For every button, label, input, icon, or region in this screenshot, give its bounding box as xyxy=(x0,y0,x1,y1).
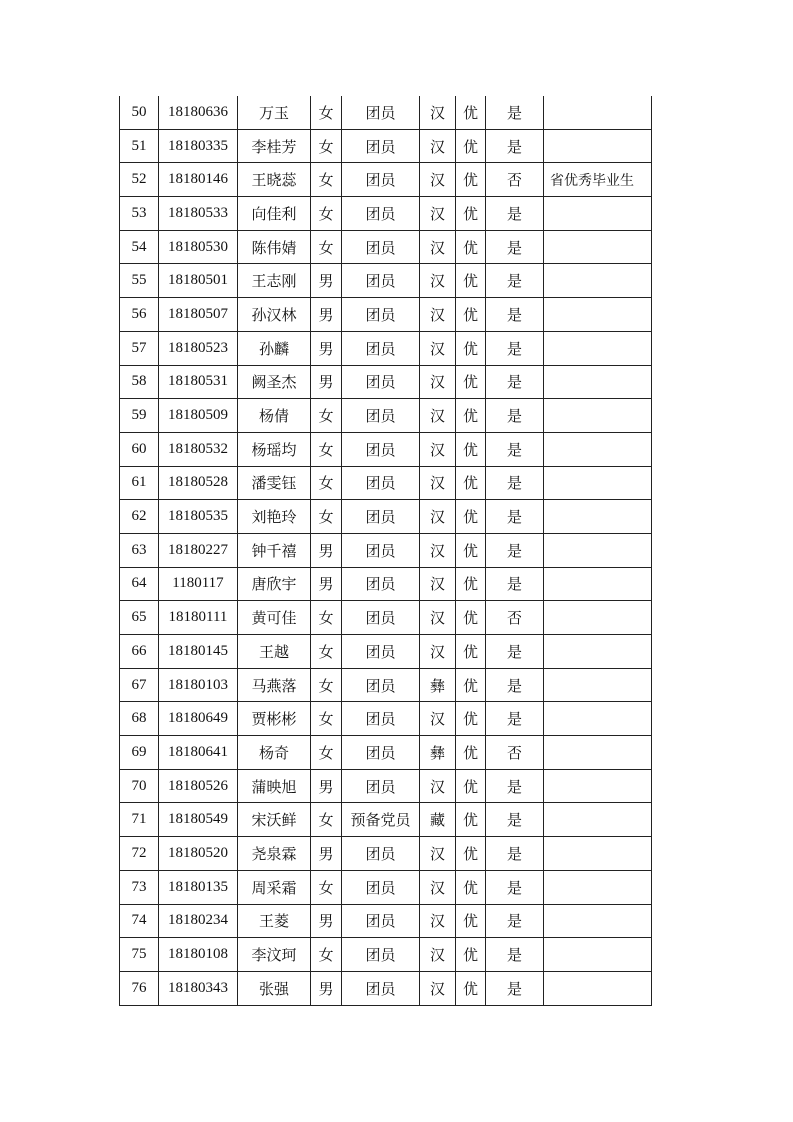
remark-cell xyxy=(544,837,652,871)
row-number-cell: 58 xyxy=(120,365,159,399)
row-number-cell: 63 xyxy=(120,533,159,567)
yes-no-flag-cell: 是 xyxy=(486,432,544,466)
gender-cell: 女 xyxy=(311,635,342,669)
ethnicity-cell: 汉 xyxy=(420,971,456,1005)
ethnicity-cell: 汉 xyxy=(420,769,456,803)
row-number-cell: 61 xyxy=(120,466,159,500)
political-status-cell: 团员 xyxy=(342,163,420,197)
remark-cell xyxy=(544,399,652,433)
table-row xyxy=(120,197,652,231)
row-number-cell: 73 xyxy=(120,870,159,904)
student-id-cell: 18180535 xyxy=(159,500,238,534)
row-number-cell: 56 xyxy=(120,298,159,332)
student-id-cell: 18180501 xyxy=(159,264,238,298)
remark-cell xyxy=(544,971,652,1005)
political-status-cell: 预备党员 xyxy=(342,803,420,837)
political-status-cell: 团员 xyxy=(342,769,420,803)
yes-no-flag-cell: 否 xyxy=(486,736,544,770)
political-status-cell: 团员 xyxy=(342,432,420,466)
student-name-cell: 周采霜 xyxy=(238,870,311,904)
student-name-cell: 阙圣杰 xyxy=(238,365,311,399)
student-id-cell: 18180530 xyxy=(159,230,238,264)
political-status-cell: 团员 xyxy=(342,365,420,399)
grade-rating-cell: 优 xyxy=(456,938,486,972)
political-status-cell: 团员 xyxy=(342,331,420,365)
student-id-cell: 18180549 xyxy=(159,803,238,837)
student-id-cell: 18180507 xyxy=(159,298,238,332)
remark-cell xyxy=(544,331,652,365)
ethnicity-cell: 汉 xyxy=(420,466,456,500)
remark-cell xyxy=(544,197,652,231)
student-id-cell: 18180108 xyxy=(159,938,238,972)
student-name-cell: 贾彬彬 xyxy=(238,702,311,736)
row-number-cell: 54 xyxy=(120,230,159,264)
table-row xyxy=(120,736,652,770)
political-status-cell: 团员 xyxy=(342,971,420,1005)
student-name-cell: 孙麟 xyxy=(238,331,311,365)
gender-cell: 男 xyxy=(311,365,342,399)
remark-cell xyxy=(544,500,652,534)
student-name-cell: 刘艳玲 xyxy=(238,500,311,534)
student-id-cell: 18180509 xyxy=(159,399,238,433)
political-status-cell: 团员 xyxy=(342,264,420,298)
gender-cell: 女 xyxy=(311,736,342,770)
gender-cell: 女 xyxy=(311,601,342,635)
gender-cell: 女 xyxy=(311,500,342,534)
gender-cell: 男 xyxy=(311,331,342,365)
row-number-cell: 64 xyxy=(120,567,159,601)
grade-rating-cell: 优 xyxy=(456,702,486,736)
political-status-cell: 团员 xyxy=(342,702,420,736)
gender-cell: 男 xyxy=(311,567,342,601)
yes-no-flag-cell: 是 xyxy=(486,870,544,904)
political-status-cell: 团员 xyxy=(342,298,420,332)
grade-rating-cell: 优 xyxy=(456,264,486,298)
gender-cell: 女 xyxy=(311,129,342,163)
grade-rating-cell: 优 xyxy=(456,399,486,433)
yes-no-flag-cell: 否 xyxy=(486,601,544,635)
row-number-cell: 60 xyxy=(120,432,159,466)
table-row xyxy=(120,331,652,365)
yes-no-flag-cell: 是 xyxy=(486,803,544,837)
student-name-cell: 王越 xyxy=(238,635,311,669)
political-status-cell: 团员 xyxy=(342,500,420,534)
grade-rating-cell: 优 xyxy=(456,769,486,803)
remark-cell xyxy=(544,635,652,669)
student-id-cell: 18180227 xyxy=(159,533,238,567)
ethnicity-cell: 汉 xyxy=(420,904,456,938)
yes-no-flag-cell: 是 xyxy=(486,668,544,702)
student-id-cell: 18180533 xyxy=(159,197,238,231)
yes-no-flag-cell: 是 xyxy=(486,533,544,567)
table-row xyxy=(120,533,652,567)
gender-cell: 女 xyxy=(311,432,342,466)
yes-no-flag-cell: 是 xyxy=(486,567,544,601)
grade-rating-cell: 优 xyxy=(456,971,486,1005)
row-number-cell: 53 xyxy=(120,197,159,231)
ethnicity-cell: 汉 xyxy=(420,500,456,534)
yes-no-flag-cell: 是 xyxy=(486,129,544,163)
ethnicity-cell: 汉 xyxy=(420,129,456,163)
student-id-cell: 18180520 xyxy=(159,837,238,871)
student-id-cell: 18180649 xyxy=(159,702,238,736)
student-name-cell: 李汶珂 xyxy=(238,938,311,972)
ethnicity-cell: 汉 xyxy=(420,96,456,129)
yes-no-flag-cell: 是 xyxy=(486,971,544,1005)
remark-cell xyxy=(544,938,652,972)
table-row xyxy=(120,567,652,601)
student-name-cell: 王晓蕊 xyxy=(238,163,311,197)
student-name-cell: 陈伟婧 xyxy=(238,230,311,264)
grade-rating-cell: 优 xyxy=(456,331,486,365)
yes-no-flag-cell: 是 xyxy=(486,298,544,332)
yes-no-flag-cell: 是 xyxy=(486,365,544,399)
political-status-cell: 团员 xyxy=(342,466,420,500)
political-status-cell: 团员 xyxy=(342,399,420,433)
yes-no-flag-cell: 是 xyxy=(486,702,544,736)
remark-cell xyxy=(544,432,652,466)
ethnicity-cell: 汉 xyxy=(420,230,456,264)
ethnicity-cell: 汉 xyxy=(420,365,456,399)
remark-cell xyxy=(544,769,652,803)
row-number-cell: 66 xyxy=(120,635,159,669)
gender-cell: 女 xyxy=(311,230,342,264)
grade-rating-cell: 优 xyxy=(456,837,486,871)
grade-rating-cell: 优 xyxy=(456,904,486,938)
ethnicity-cell: 彝 xyxy=(420,736,456,770)
student-id-cell: 18180531 xyxy=(159,365,238,399)
remark-cell xyxy=(544,129,652,163)
yes-no-flag-cell: 是 xyxy=(486,769,544,803)
student-id-cell: 18180146 xyxy=(159,163,238,197)
ethnicity-cell: 汉 xyxy=(420,567,456,601)
table-row xyxy=(120,399,652,433)
ethnicity-cell: 汉 xyxy=(420,635,456,669)
row-number-cell: 57 xyxy=(120,331,159,365)
yes-no-flag-cell: 是 xyxy=(486,230,544,264)
grade-rating-cell: 优 xyxy=(456,163,486,197)
yes-no-flag-cell: 是 xyxy=(486,837,544,871)
yes-no-flag-cell: 是 xyxy=(486,197,544,231)
student-name-cell: 杨瑶均 xyxy=(238,432,311,466)
remark-cell xyxy=(544,567,652,601)
political-status-cell: 团员 xyxy=(342,904,420,938)
remark-cell xyxy=(544,736,652,770)
table-row xyxy=(120,264,652,298)
table-row xyxy=(120,601,652,635)
grade-rating-cell: 优 xyxy=(456,230,486,264)
political-status-cell: 团员 xyxy=(342,870,420,904)
table-row xyxy=(120,803,652,837)
gender-cell: 男 xyxy=(311,264,342,298)
political-status-cell: 团员 xyxy=(342,129,420,163)
grade-rating-cell: 优 xyxy=(456,500,486,534)
student-id-cell: 18180103 xyxy=(159,668,238,702)
grade-rating-cell: 优 xyxy=(456,298,486,332)
yes-no-flag-cell: 是 xyxy=(486,96,544,129)
remark-cell xyxy=(544,298,652,332)
student-name-cell: 万玉 xyxy=(238,96,311,129)
student-id-cell: 18180636 xyxy=(159,96,238,129)
table-row xyxy=(120,163,652,197)
row-number-cell: 70 xyxy=(120,769,159,803)
student-name-cell: 孙汉林 xyxy=(238,298,311,332)
table-row xyxy=(120,904,652,938)
yes-no-flag-cell: 是 xyxy=(486,399,544,433)
gender-cell: 女 xyxy=(311,163,342,197)
row-number-cell: 72 xyxy=(120,837,159,871)
student-id-cell: 18180532 xyxy=(159,432,238,466)
student-list-sheet xyxy=(119,96,652,1006)
table-row xyxy=(120,635,652,669)
grade-rating-cell: 优 xyxy=(456,432,486,466)
remark-cell: 省优秀毕业生 xyxy=(544,163,652,197)
grade-rating-cell: 优 xyxy=(456,96,486,129)
student-name-cell: 向佳利 xyxy=(238,197,311,231)
row-number-cell: 74 xyxy=(120,904,159,938)
table-row xyxy=(120,432,652,466)
gender-cell: 男 xyxy=(311,533,342,567)
remark-cell xyxy=(544,230,652,264)
grade-rating-cell: 优 xyxy=(456,736,486,770)
table-row xyxy=(120,870,652,904)
grade-rating-cell: 优 xyxy=(456,635,486,669)
ethnicity-cell: 汉 xyxy=(420,533,456,567)
political-status-cell: 团员 xyxy=(342,837,420,871)
table-row xyxy=(120,938,652,972)
gender-cell: 女 xyxy=(311,96,342,129)
student-id-cell: 18180526 xyxy=(159,769,238,803)
grade-rating-cell: 优 xyxy=(456,365,486,399)
political-status-cell: 团员 xyxy=(342,96,420,129)
row-number-cell: 55 xyxy=(120,264,159,298)
grade-rating-cell: 优 xyxy=(456,129,486,163)
political-status-cell: 团员 xyxy=(342,197,420,231)
row-number-cell: 50 xyxy=(120,96,159,129)
remark-cell xyxy=(544,904,652,938)
gender-cell: 女 xyxy=(311,870,342,904)
gender-cell: 女 xyxy=(311,702,342,736)
yes-no-flag-cell: 是 xyxy=(486,466,544,500)
remark-cell xyxy=(544,803,652,837)
grade-rating-cell: 优 xyxy=(456,870,486,904)
yes-no-flag-cell: 是 xyxy=(486,500,544,534)
student-name-cell: 宋沃鲜 xyxy=(238,803,311,837)
remark-cell xyxy=(544,668,652,702)
gender-cell: 女 xyxy=(311,803,342,837)
student-id-cell: 18180335 xyxy=(159,129,238,163)
table-row xyxy=(120,298,652,332)
row-number-cell: 67 xyxy=(120,668,159,702)
table-row xyxy=(120,365,652,399)
ethnicity-cell: 汉 xyxy=(420,432,456,466)
grade-rating-cell: 优 xyxy=(456,533,486,567)
student-id-cell: 18180343 xyxy=(159,971,238,1005)
student-name-cell: 唐欣宇 xyxy=(238,567,311,601)
table-row xyxy=(120,971,652,1005)
student-id-cell: 18180641 xyxy=(159,736,238,770)
gender-cell: 女 xyxy=(311,466,342,500)
remark-cell xyxy=(544,702,652,736)
table-row xyxy=(120,129,652,163)
student-id-cell: 18180111 xyxy=(159,601,238,635)
student-name-cell: 黄可佳 xyxy=(238,601,311,635)
gender-cell: 女 xyxy=(311,938,342,972)
student-name-cell: 尧泉霖 xyxy=(238,837,311,871)
gender-cell: 男 xyxy=(311,769,342,803)
row-number-cell: 71 xyxy=(120,803,159,837)
row-number-cell: 65 xyxy=(120,601,159,635)
student-name-cell: 蒲映旭 xyxy=(238,769,311,803)
yes-no-flag-cell: 是 xyxy=(486,938,544,972)
grade-rating-cell: 优 xyxy=(456,567,486,601)
political-status-cell: 团员 xyxy=(342,230,420,264)
gender-cell: 女 xyxy=(311,399,342,433)
ethnicity-cell: 汉 xyxy=(420,298,456,332)
ethnicity-cell: 藏 xyxy=(420,803,456,837)
table-row xyxy=(120,837,652,871)
remark-cell xyxy=(544,365,652,399)
ethnicity-cell: 汉 xyxy=(420,399,456,433)
student-name-cell: 杨奇 xyxy=(238,736,311,770)
remark-cell xyxy=(544,533,652,567)
table-row xyxy=(120,466,652,500)
student-name-cell: 李桂芳 xyxy=(238,129,311,163)
political-status-cell: 团员 xyxy=(342,601,420,635)
political-status-cell: 团员 xyxy=(342,567,420,601)
table-row xyxy=(120,769,652,803)
student-id-cell: 18180523 xyxy=(159,331,238,365)
grade-rating-cell: 优 xyxy=(456,197,486,231)
student-id-cell: 18180528 xyxy=(159,466,238,500)
remark-cell xyxy=(544,96,652,129)
ethnicity-cell: 汉 xyxy=(420,702,456,736)
student-id-cell: 18180234 xyxy=(159,904,238,938)
ethnicity-cell: 汉 xyxy=(420,264,456,298)
row-number-cell: 59 xyxy=(120,399,159,433)
gender-cell: 女 xyxy=(311,197,342,231)
row-number-cell: 68 xyxy=(120,702,159,736)
ethnicity-cell: 彝 xyxy=(420,668,456,702)
student-name-cell: 王菱 xyxy=(238,904,311,938)
political-status-cell: 团员 xyxy=(342,736,420,770)
gender-cell: 男 xyxy=(311,971,342,1005)
grade-rating-cell: 优 xyxy=(456,668,486,702)
row-number-cell: 75 xyxy=(120,938,159,972)
gender-cell: 女 xyxy=(311,668,342,702)
student-name-cell: 张强 xyxy=(238,971,311,1005)
student-id-cell: 18180145 xyxy=(159,635,238,669)
yes-no-flag-cell: 否 xyxy=(486,163,544,197)
row-number-cell: 76 xyxy=(120,971,159,1005)
table-row xyxy=(120,702,652,736)
table-row xyxy=(120,668,652,702)
student-id-cell: 1180117 xyxy=(159,567,238,601)
ethnicity-cell: 汉 xyxy=(420,601,456,635)
yes-no-flag-cell: 是 xyxy=(486,264,544,298)
yes-no-flag-cell: 是 xyxy=(486,331,544,365)
row-number-cell: 69 xyxy=(120,736,159,770)
row-number-cell: 52 xyxy=(120,163,159,197)
remark-cell xyxy=(544,466,652,500)
student-name-cell: 杨倩 xyxy=(238,399,311,433)
table-row xyxy=(120,500,652,534)
political-status-cell: 团员 xyxy=(342,668,420,702)
student-name-cell: 马燕落 xyxy=(238,668,311,702)
ethnicity-cell: 汉 xyxy=(420,938,456,972)
row-number-cell: 62 xyxy=(120,500,159,534)
ethnicity-cell: 汉 xyxy=(420,197,456,231)
student-id-cell: 18180135 xyxy=(159,870,238,904)
gender-cell: 男 xyxy=(311,837,342,871)
grade-rating-cell: 优 xyxy=(456,466,486,500)
grade-rating-cell: 优 xyxy=(456,803,486,837)
ethnicity-cell: 汉 xyxy=(420,870,456,904)
ethnicity-cell: 汉 xyxy=(420,331,456,365)
row-number-cell: 51 xyxy=(120,129,159,163)
gender-cell: 男 xyxy=(311,904,342,938)
student-name-cell: 钟千禧 xyxy=(238,533,311,567)
student-name-cell: 王志刚 xyxy=(238,264,311,298)
remark-cell xyxy=(544,870,652,904)
student-name-cell: 潘雯钰 xyxy=(238,466,311,500)
ethnicity-cell: 汉 xyxy=(420,837,456,871)
table-row xyxy=(120,96,652,129)
yes-no-flag-cell: 是 xyxy=(486,635,544,669)
student-table-body xyxy=(120,96,652,1005)
ethnicity-cell: 汉 xyxy=(420,163,456,197)
remark-cell xyxy=(544,264,652,298)
yes-no-flag-cell: 是 xyxy=(486,904,544,938)
political-status-cell: 团员 xyxy=(342,533,420,567)
political-status-cell: 团员 xyxy=(342,635,420,669)
grade-rating-cell: 优 xyxy=(456,601,486,635)
political-status-cell: 团员 xyxy=(342,938,420,972)
student-table xyxy=(119,96,652,1006)
remark-cell xyxy=(544,601,652,635)
gender-cell: 男 xyxy=(311,298,342,332)
table-row xyxy=(120,230,652,264)
